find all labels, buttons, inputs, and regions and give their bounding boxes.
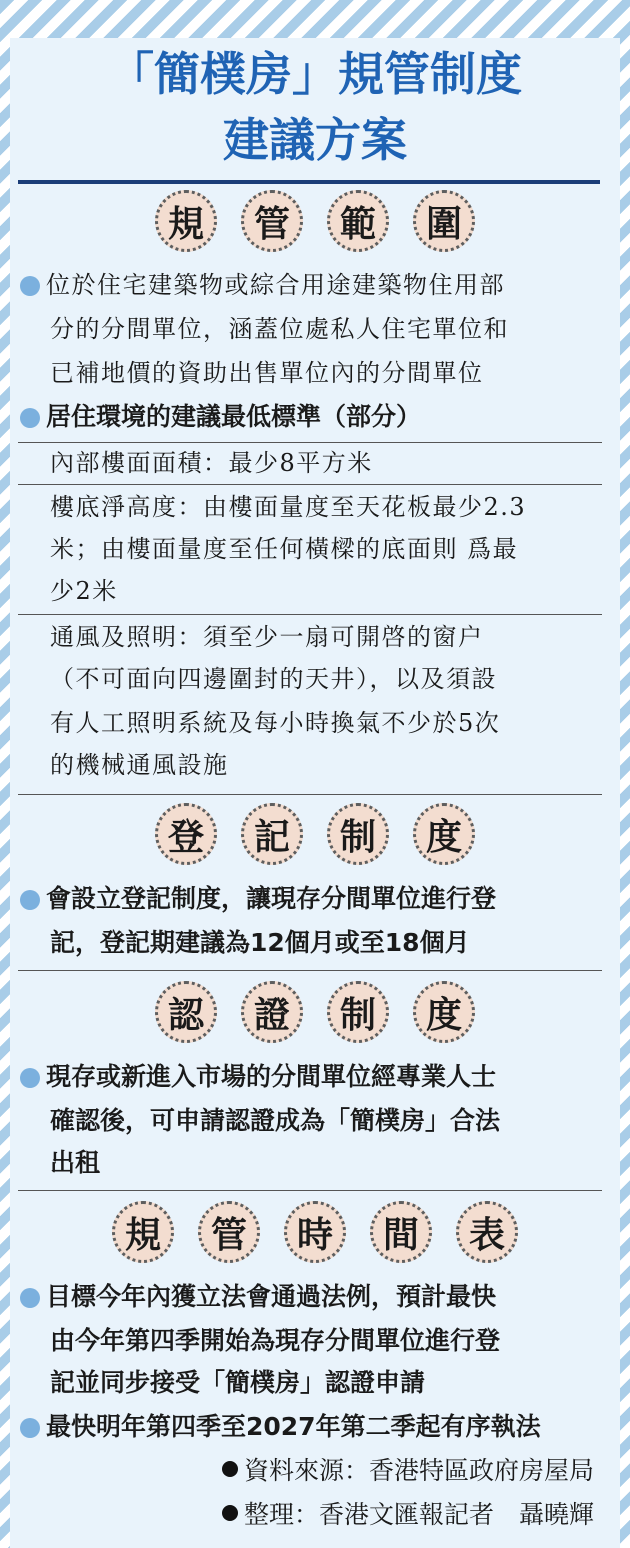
source-line [222,1454,594,1488]
header-char: 記 [241,803,303,865]
section-header-timetable [0,1201,630,1263]
standard-item: 的機械通風設施 [50,751,229,779]
registration-text-line: 會設立登記制度，讓現存分間單位進行登 [46,884,497,913]
certification-text-line: 確認後，可申請認證成為「簡樸房」合法 [50,1106,501,1135]
header-char: 範 [327,190,389,252]
timetable-text-line: 目標今年內獲立法會通過法例，預計最快 [46,1282,497,1311]
bullet-dot [222,1461,238,1477]
registration-text-line: 記，登記期建議為12個月或至18個月 [50,928,470,957]
header-char: 規 [112,1201,174,1263]
bullet-dot [20,1068,40,1088]
divider [18,794,602,795]
header-char: 登 [155,803,217,865]
standard-item: 樓底淨高度：由樓面量度至天花板最少2.3 [50,493,527,521]
bullet-dot [20,1288,40,1308]
divider [18,614,602,615]
divider [18,442,602,443]
title-underline [18,180,600,184]
standard-item: 少2米 [50,577,118,605]
header-char: 規 [155,190,217,252]
section-header-scope [0,190,630,252]
scope-text-line: 分的分間單位，涵蓋位處私人住宅單位和 [50,315,509,343]
standards-heading: 居住環境的建議最低標準（部分） [46,402,422,431]
header-char: 制 [327,803,389,865]
scope-text-line: 已補地價的資助出售單位內的分間單位 [50,359,484,387]
bullet-dot [20,1418,40,1438]
divider [18,484,602,485]
certification-text-line: 出租 [50,1148,101,1177]
title-line-2: 建議方案 [223,113,407,167]
timetable-text-line: 由今年第四季開始為現存分間單位進行登 [50,1326,501,1355]
divider [18,970,602,971]
section-header-certification [0,981,630,1043]
scope-text-line: 位於住宅建築物或綜合用途建築物住用部 [46,271,505,299]
header-char: 度 [413,981,475,1043]
bullet-dot [20,276,40,296]
timetable-text-line: 記並同步接受「簡樸房」認證申請 [50,1368,426,1397]
timetable-text-line: 最快明年第四季至2027年第二季起有序執法 [46,1412,541,1441]
bullet-dot [222,1505,238,1521]
bullet-dot [20,408,40,428]
standard-item: 米；由樓面量度至任何橫樑的底面則 爲最 [50,535,519,563]
header-char: 時 [284,1201,346,1263]
certification-text-line: 現存或新進入市場的分間單位經專業人士 [46,1062,497,1091]
credit-line [222,1498,594,1532]
content-panel [10,38,620,1548]
header-char: 表 [456,1201,518,1263]
header-char: 間 [370,1201,432,1263]
header-char: 管 [241,190,303,252]
header-char: 度 [413,803,475,865]
source-text: 資料來源：香港特區政府房屋局 [243,1456,594,1485]
standard-item: 有人工照明系統及每小時換氣不少於5次 [50,709,501,737]
title-line-1: 「簡樸房」規管制度 [108,47,522,101]
header-char: 制 [327,981,389,1043]
header-char: 圍 [413,190,475,252]
standard-item: 內部樓面面積：最少8平方米 [50,449,373,477]
section-header-registration [0,803,630,865]
header-char: 管 [198,1201,260,1263]
header-char: 認 [155,981,217,1043]
credit-text: 整理：香港文匯報記者 聶曉輝 [243,1500,594,1529]
standard-item: 通風及照明：須至少一扇可開啓的窗户 [50,623,484,651]
standard-item: （不可面向四邊圍封的天井），以及須設 [50,665,497,693]
bullet-dot [20,890,40,910]
divider [18,1190,602,1191]
header-char: 證 [241,981,303,1043]
